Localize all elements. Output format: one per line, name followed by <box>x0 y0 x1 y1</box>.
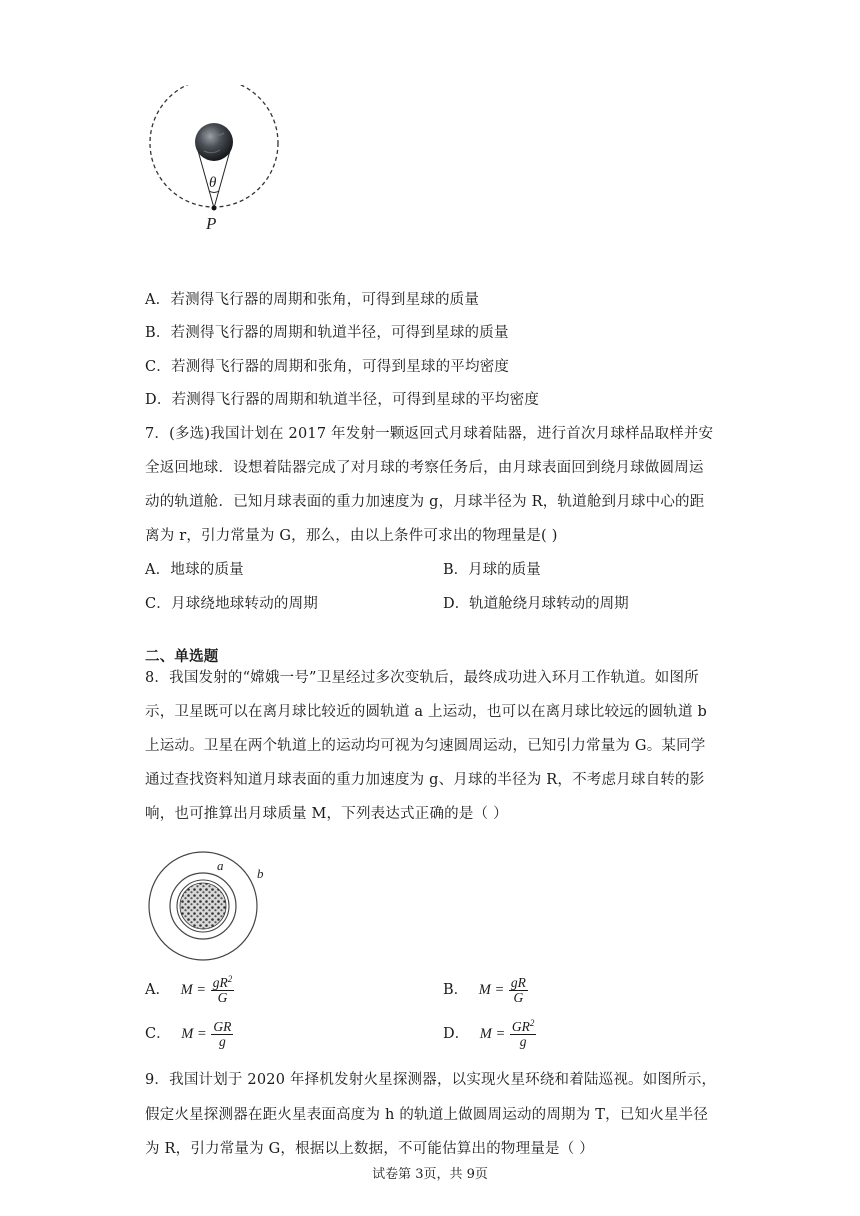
moon-orbits-figure <box>145 846 270 966</box>
point-p-dot <box>212 206 217 211</box>
q7-option-c: C．月球绕地球转动的周期 <box>145 596 318 612</box>
angle-label: θ <box>209 175 217 191</box>
q8-text-line-3: 上运动。卫星在两个轨道上的运动均可视为匀速圆周运动，已知引力常量为 G。某同学 <box>145 738 706 754</box>
formula-fraction: $\frac{gR}{G}$ <box>510 975 526 1006</box>
q9-text-line-2: 假定火星探测器在距火星表面高度为 h 的轨道上做圆周运动的周期为 T，已知火星半径 <box>145 1107 709 1123</box>
q7-text-line-2: 全返回地球．设想着陆器完成了对月球的考察任务后，由月球表面回到绕月球做圆周运 <box>145 460 704 476</box>
q6-option-c: C．若测得飞行器的周期和张角，可得到星球的平均密度 <box>145 359 510 375</box>
formula-fraction: $\frac{gR^2}{G}$ <box>212 974 233 1006</box>
page-footer: 试卷第 3页，共 9页 <box>372 1167 488 1182</box>
orbit-b-label: b <box>257 866 264 881</box>
orbit-figure <box>140 85 290 235</box>
angle-arc <box>209 191 219 193</box>
formula-lhs: M = <box>180 982 207 999</box>
orbit-a-label: a <box>217 858 224 873</box>
formula-lhs: M = <box>479 1026 506 1043</box>
point-p-label: P <box>206 214 217 233</box>
q7-option-d: D．轨道舱绕月球转动的周期 <box>443 596 629 612</box>
q8-option-a <box>145 975 234 1005</box>
formula-lhs: M = <box>181 1026 207 1043</box>
q9-text-line-3: 为 R，引力常量为 G，根据以上数据，不可能估算出的物理量是（ ） <box>145 1141 594 1157</box>
formula-fraction: $\frac{GR^2}{g}$ <box>511 1018 535 1050</box>
option-letter: D． <box>443 1026 470 1043</box>
option-letter: A． <box>145 982 170 999</box>
q7-option-a: A．地球的质量 <box>145 562 244 578</box>
section-heading: 二、单选题 <box>145 648 219 665</box>
formula-lhs: M = <box>478 982 505 999</box>
q8-option-d <box>443 1019 536 1049</box>
q8-option-c <box>145 1019 233 1049</box>
q8-text-line-5: 响，也可推算出月球质量 M，下列表达式正确的是（ ） <box>145 806 508 822</box>
moon <box>180 883 226 929</box>
q9-text-line-1: 9．我国计划于 2020 年择机发射火星探测器，以实现火星环绕和着陆巡视。如图所示， <box>145 1072 717 1088</box>
q8-text-line-2: 示，卫星既可以在离月球比较近的圆轨道 a 上运动，也可以在离月球比较远的圆轨道 b <box>145 704 707 720</box>
q8-text-line-4: 通过查找资料知道月球表面的重力加速度为 g、月球的半径为 R，不考虑月球自转的影 <box>145 772 705 788</box>
q7-text-line-4: 离为 r，引力常量为 G，那么，由以上条件可求出的物理量是( ) <box>145 528 558 544</box>
q8-option-b <box>443 975 528 1005</box>
q7-text-line-3: 动的轨道舱．已知月球表面的重力加速度为 g，月球半径为 R，轨道舱到月球中心的距 <box>145 494 705 510</box>
q7-option-b: B．月球的质量 <box>443 562 541 578</box>
q6-option-a: A．若测得飞行器的周期和张角，可得到星球的质量 <box>145 292 480 308</box>
formula-fraction: $\frac{GR}{g}$ <box>213 1019 232 1050</box>
option-letter: B． <box>443 982 469 999</box>
q8-text-line-1: 8．我国发射的“嫦娥一号”卫星经过多次变轨后，最终成功进入环月工作轨道。如图所 <box>145 670 699 686</box>
q6-option-d: D．若测得飞行器的周期和轨道半径，可得到星球的平均密度 <box>145 392 540 408</box>
option-letter: C． <box>145 1026 171 1043</box>
q6-option-b: B．若测得飞行器的周期和轨道半径，可得到星球的质量 <box>145 325 509 341</box>
q7-text-line-1: 7．(多选)我国计划在 2017 年发射一颗返回式月球着陆器，进行首次月球样品取样并安 <box>145 426 714 442</box>
planet <box>195 123 233 161</box>
